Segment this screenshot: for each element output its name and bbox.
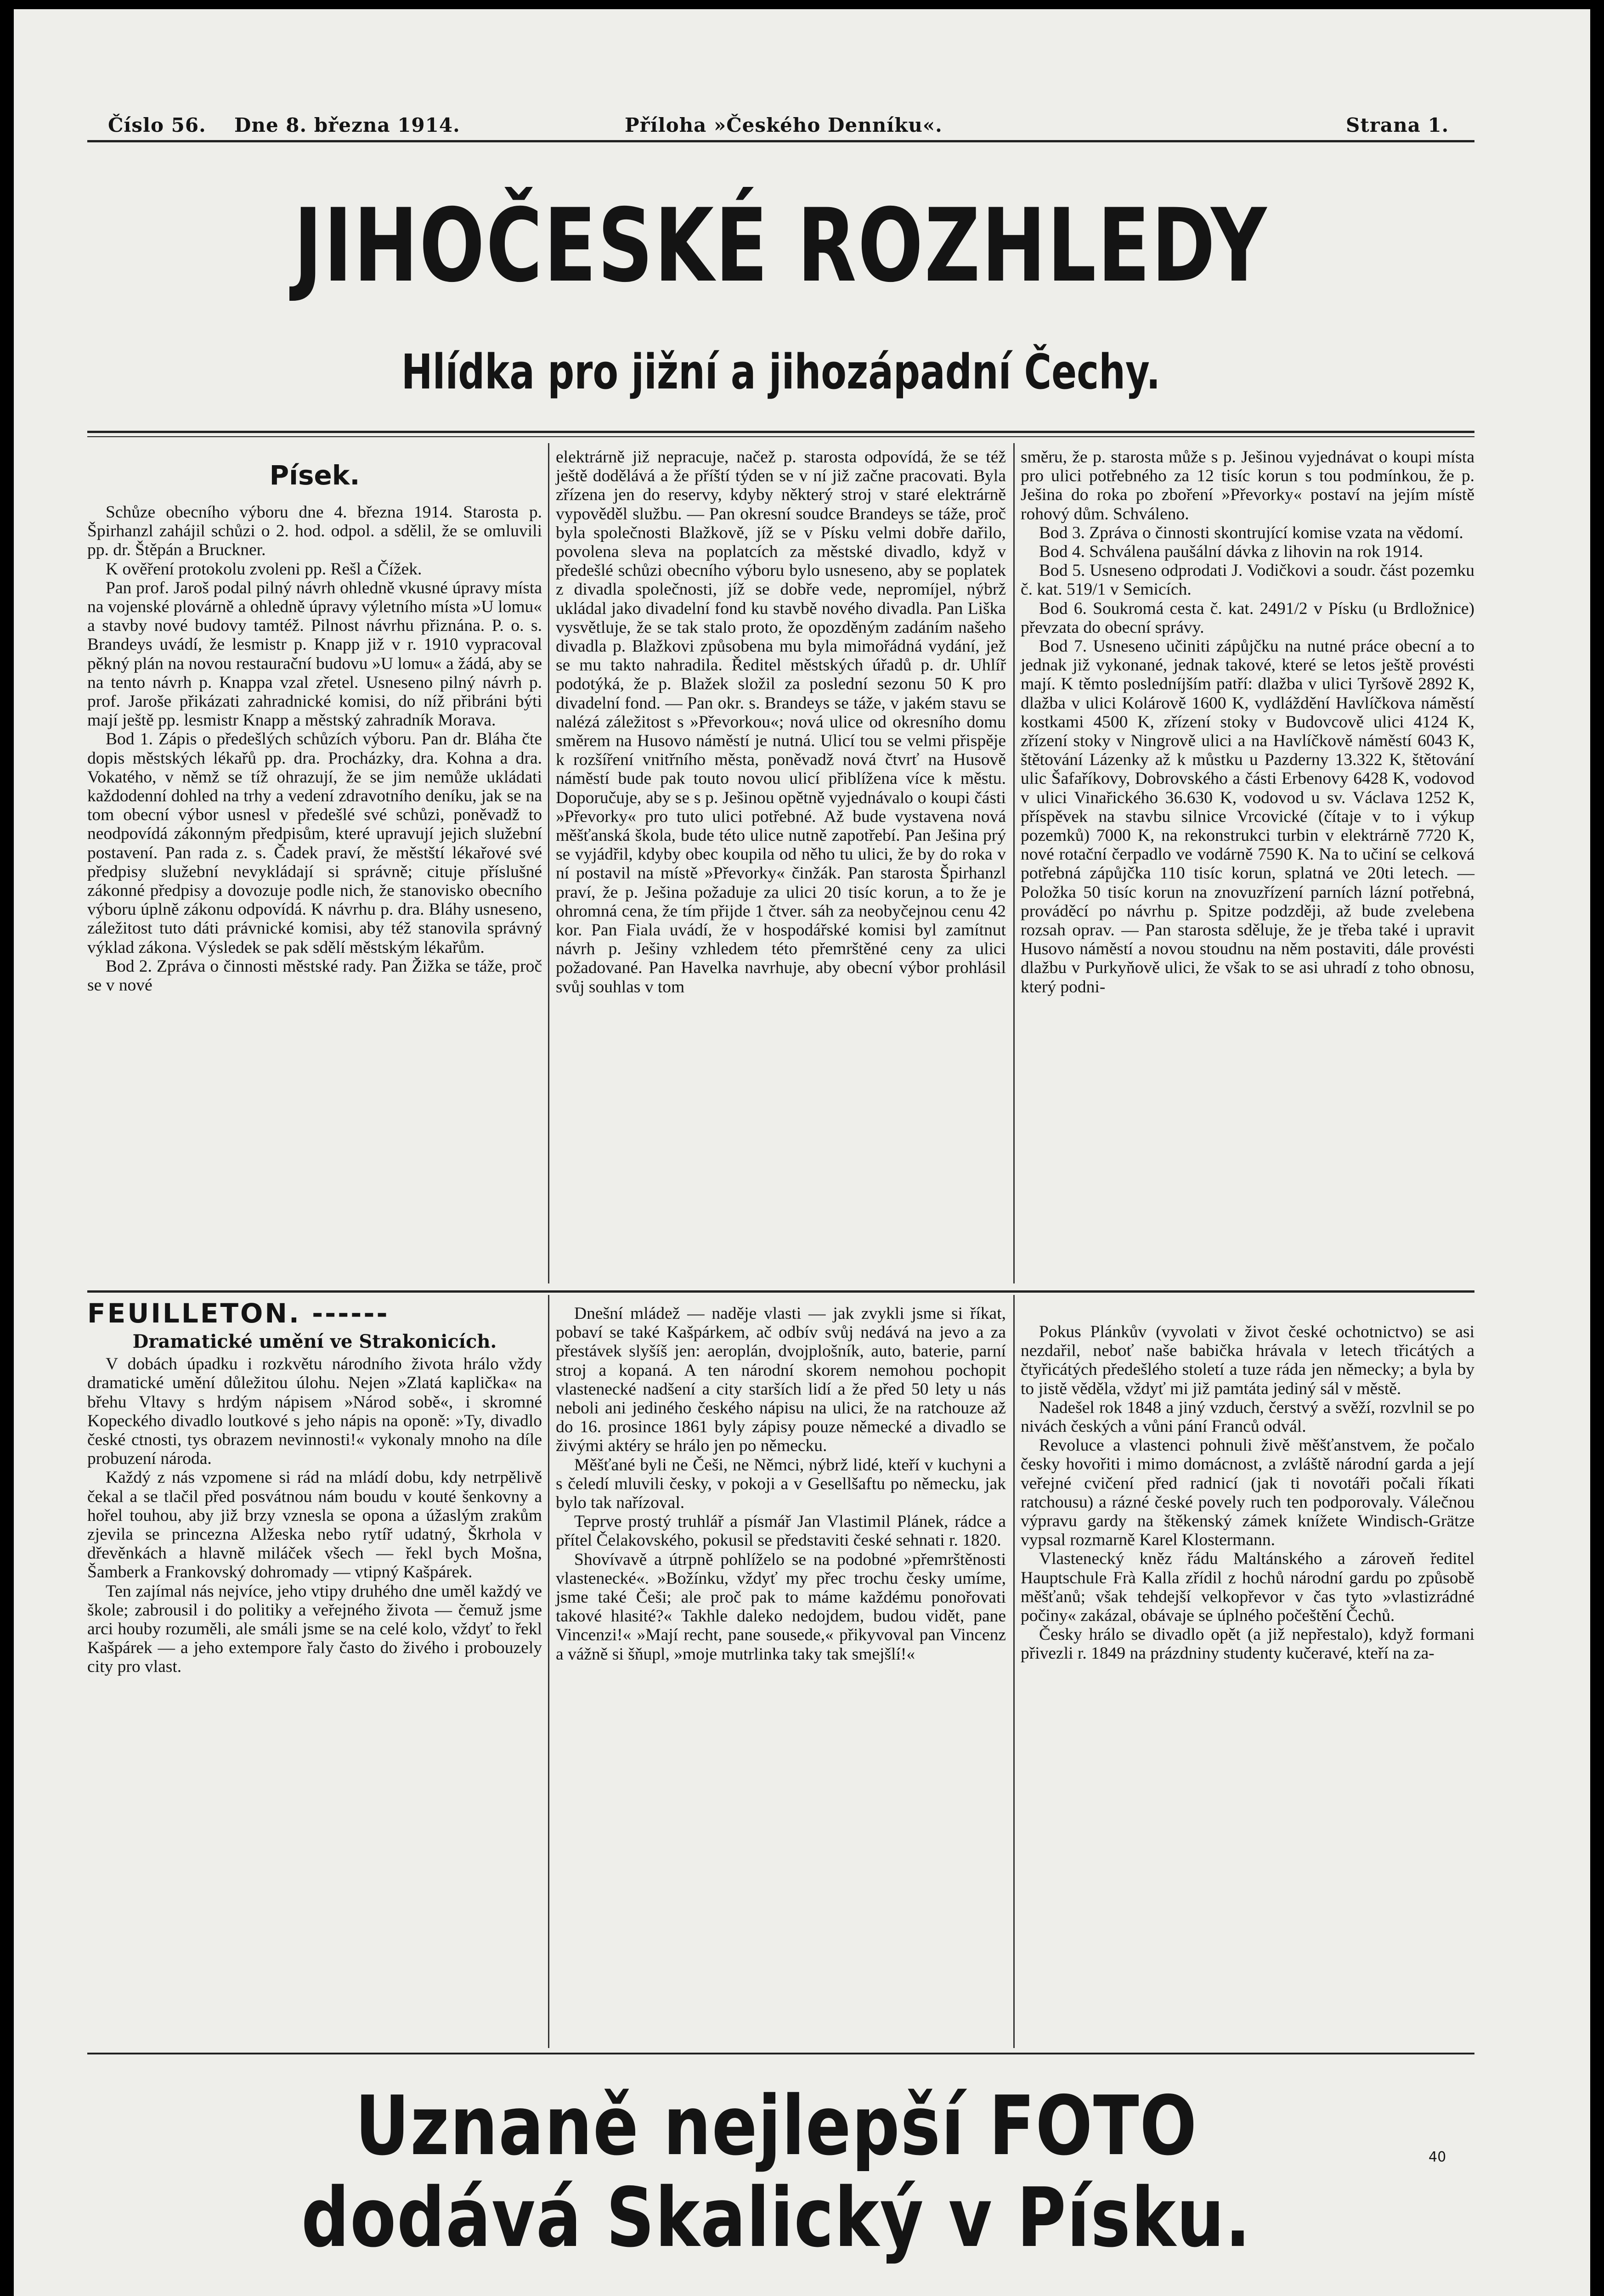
news-column-2 (556, 448, 1006, 996)
paragraph: V dobách úpadku i rozkvětu národního života hrálo vždy dramatické umění důležitou úlohu. Nejen »Zlatá kaplička« na břehu Vltavy s hrdým nápisem »Národ sobě«, i skromné Kopeckého divadlo loutkové s jeho nápis na oponě: »Ty, divadlo české ctnosti, tys obrazem nevinnosti!« vykonaly mnoho na díle probuzení národa. (87, 1355, 542, 1469)
paragraph: Schůze obecního výboru dne 4. března 1914. Starosta p. Špirhanzl zahájil schůzi o 2. hod. odpol. a sdělil, že se omluvili pp. dr. Štěpán a Bruckner. (87, 503, 542, 560)
paragraph: Pokus Plánkův (vyvolati v život české ochotnictvo) se asi nezdařil, neboť naše babička hrávala v letech třicátých a čtyřicátých předešlého století a tuze ráda jen německy; a byla by to jistě věděla, vždyť mi již pamtáta jediný sál v městě. (1021, 1322, 1474, 1398)
paragraph: elektrárně již nepracuje, načež p. starosta odpovídá, že se též ještě dodělává a že příští týden se v ní již začne pracovati. Byla zřízena jen do reservy, kdyby některý stroj v staré elektrárně vypověděl službu. — Pan okresní soudce Brandeys se táže, proč byla společnosti Blažkově, jíž se v Písku velmi dobře dařilo, povolena sleva na poplatcích za městské divadlo, když v předešlé schůzi obecního výboru bylo usneseno, aby se poplatek z divadla společnosti, jíž se dobře vede, nepromíjel, nýbrž ukládal jako divadelní fond ku stavbě nového divadla. Pan Liška vysvětluje, že se tak stalo proto, že opozděným zadáním našeho divadla p. Blažkovi způsobena mu byla mimořádná vydání, jež se mu takto nahradila. Ředitel městských úřadů p. dr. Uhlíř podotýká, že p. Blažek složil za poslední sezonu 50 K pro divadelní fond. — Pan okr. s. Brandeys se táže, v jakém stavu se nalézá záležitost s »Převorkou«; nová ulice od okresního domu směrem na Husovo náměstí je nutná. Ulicí tou se velmi přispěje k rozšíření vnitřního města, poněvadž nová čtvrť na Husově náměstí bude pak touto novou ulicí přiblížena více k městu. Doporučuje, aby se s p. Ješinou opětně vyjednávalo o koupi části »Převorky« pro tuto ulici potřebné. Až bude vystavena nová měšťanská škola, bude této ulice nutně zapotřebí. Pan Ješina prý se vyjádřil, kdyby obec koupila od něho tu ulici, že by do roka v ní postavil na místě »Převorky« činžák. Pan starosta Špirhanzl praví, že p. Ješina požaduje za ulici 20 tisíc korun, a to že je ohromná cena, že tím přijde 1 čtver. sáh za neobyčejnou cenu 42 kor. Pan Fiala uvádí, že v hospodářské komisi byl zamítnut návrh p. Ješiny vzhledem této přemrštěné ceny za ulici požadované. Pan Havelka navrhuje, aby obecní výbor prohlásil svůj souhlas v tom (556, 448, 1006, 996)
paragraph: Dnešní mládež — naděje vlasti — jak zvykli jsme si říkat, pobaví se také Kašpárkem, ač odbív svůj nedává na jevo a za přestávek slyšíš jen: aeroplán, dvojplošník, auto, baterie, parní stroj a kopaná. A ten národní skorem nemohou pochopit vlastenecké nadšení a city starších lidí a že před 50 lety u nás neboli ani jediného českého nápisu na ulici, že na ratchouze až do 16. prosince 1861 byly zápisy pouze německé a divadlo se živými aktéry se hrálo jen po německu. (556, 1304, 1006, 1456)
paragraph: Teprve prostý truhlář a písmář Jan Vlastimil Plánek, rádce a přítel Čelakovského, pokusil se představiti české sehnati r. 1820. (556, 1512, 1006, 1550)
paragraph: Bod 7. Usneseno učiniti zápůjčku na nutné práce obecní a to jednak již vykonané, jednak takové, které se letos ještě provésti mají. K těmto posledníjším patří: dlažba v ulici Tyršově 2892 K, dlažba v ulici Kolárově 1600 K, vydláždění Havlíčkova náměstí kostkami 4500 K, zřízení stoky v Budovcově ulici 4124 K, zřízení stoky v Ningrově ulici a na Havlíčkově náměstí 6043 K, štětování Lázenky až k můstku u Pazderny 13.322 K, štětování ulic Šafaříkovy, Dobrovského a části Erbenovy 6428 K, vodovod v ulici Vinařického 36.630 K, vodovod u sv. Václava 1252 K, příspěvek na stavbu silnice Vrcovické (čítaje v to i výkup pozemků) 7000 K, na rekonstrukci turbin v elektrárně 7720 K, nové rotační čerpadlo ve vodárně 7590 K. Na to učiní se celková potřebná zápůjčka 110 tisíc korun, splatná ve 20ti letech. — Položka 50 tisíc korun na znovuzřízení parních lázní potřebná, prováděcí po návrhu p. Spitze podzději, až bude zvelebena rozsah oprav. — Pan starosta sděluje, že je třeba také i upravit Husovo náměstí a novou stoudnu na něm postaviti, dále provésti dlažbu v Purkyňově ulici, že však to se asi uhradí z toho obnosu, který podni- (1021, 637, 1474, 996)
paragraph: Každý z nás vzpomene si rád na mládí dobu, kdy netrpělivě čekal a se tlačil před posvátnou nám boudu v kouté šenkovny a hořel touhou, aby již brzy vznesla se opona a úžaslým zrakům zjevila se princezna Alžeska nebo rytíř udatný, Škrhola v dřevěnkách a hlavně miláček všech — řekl bych Mošna, Šamberk a Frankovský dohromady — vtipný Kašpárek. (87, 1468, 542, 1582)
paragraph: Bod 1. Zápis o předešlých schůzích výboru. Pan dr. Bláha čte dopis městských lékařů pp. dra. Procházky, dra. Kohna a dra. Vokatého, v němž se tíž ohrazují, že se jim nemůže ukládati každodenní dohled na trhy a vedení zdravotního deníku, jak se na tom obecní výbor usnesl v předešlé své schůzi, poněvadž to neodpovídá zákonným předpisům, které upravují jejich služební postavení. Pan rada z. s. Čadek praví, že městští lékařové své předpisy služební nevykládají si správně; cituje příslušné zákonné předpisy a dovozuje podle nich, že stanovisko obecního výboru úplně zákonu odpovídá. K návrhu p. dra. Bláhy usneseno, záležitost tuto dáti právnické komisi, aby též stanovila správný výklad zákona. Výsledek se pak sdělí městským lékařům. (87, 730, 542, 957)
masthead-rule-thin (87, 436, 1474, 437)
paragraph: Shovívavě a útrpně pohlíželo se na podobné »přemrštěnosti vlastenecké«. »Božínku, vždyť my přec trochu česky umíme, jsme také Češi; ale proč pak to máme každému ponořovati takové hlasité?« Takhle daleko nedojdem, budou vidět, pane Vincenzi!« »Mají recht, pane sousede,« přikyvoval pan Vincenz a vážně si šňupl, »moje mutrlinka taky tak smejšlí!« (556, 1550, 1006, 1664)
paragraph: Vlastenecký kněz řádu Maltánského a zároveň ředitel Hauptschule Frà Kalla zřídil z hochů národní gardu po způsobě měšťanů; však tehdejší velkopřevor v čas tyto »vlastizrádné počiny« zakázal, obávaje se úplného počeštění Čechů. (1021, 1549, 1474, 1626)
feuilleton-column-1 (87, 1297, 542, 1677)
column-divider (548, 1295, 549, 2048)
newspaper-page (14, 9, 1590, 2296)
feuilleton-column-2 (556, 1304, 1006, 1664)
feuilleton-rule (87, 1290, 1474, 1293)
paragraph: K ověření protokolu zvoleni pp. Rešl a Čížek. (106, 559, 422, 579)
feuilleton-heading: Dramatické umění ve Strakonicích. (132, 1331, 497, 1352)
paragraph: Revoluce a vlastenci pohnuli živě měšťanstvem, že počalo česky hovořiti i mimo domácnost, a zvláště národní garda a její veřejné cvičení před radnicí (jak ti novotáři počali říkati ratchousu) a rázné české povely ruch ten podporovaly. Válečnou výpravu gardy na štěkenský zámek knížete Windisch-Grätze vypsal rozmarně Karel Klostermann. (1021, 1436, 1474, 1550)
masthead-rule (87, 431, 1474, 433)
paragraph: Pan prof. Jaroš podal pilný návrh ohledně vkusné úpravy místa na vojenské plovárně a ohledně úpravy výletního místa »U lomu« a stavby nové budovy tamtéž. Pilnost návrhu přiznána. P. o. s. Brandeys uvádí, že lesmistr p. Knapp již v r. 1910 vypracoval pěkný plán na novou restaurační budovu »U lomu« a žádá, aby se na tento návrh p. Knappa vzal zřetel. Usneseno pilný návrh p. prof. Jaroše přikázati zahradnické komisi, do níž přibráni býti mají ještě pp. lesmistr Knapp a městský zahradník Morava. (87, 578, 542, 730)
column-divider (1013, 1295, 1015, 2048)
paragraph: Měšťané byli ne Češi, ne Němci, nýbrž lidé, kteří v kuchyni a s čeledí mluvili česky, v pokoji a v Gesellšaftu po německu, jak bylo tak nařízoval. (556, 1455, 1006, 1513)
paragraph: Bod 3. Zpráva o činnosti skontrující komise vzata na vědomí. (1039, 523, 1463, 542)
paragraph: Bod 2. Zpráva o činnosti městské rady. Pan Žižka se táže, proč se v nové (87, 957, 542, 995)
masthead-title: JIHOČESKÉ ROZHLEDY (294, 187, 1268, 304)
issue-date: Dne 8. března 1914. (234, 114, 460, 136)
feuilleton-label: FEUILLETON. ------ (87, 1298, 390, 1329)
news-column-1 (87, 457, 542, 995)
masthead-subtitle: Hlídka pro jižní a jihozápadní Čechy. (401, 344, 1161, 400)
advert-rule (87, 2053, 1474, 2054)
paragraph: směru, že p. starosta může s p. Ješinou vyjednávat o koupi místa pro ulici potřebného za 12 tisíc korun s tou podmínkou, že p. Ješina do roka po zboření »Převorky« postaví na jejím místě rohový dům. Schváleno. (1021, 448, 1474, 523)
paragraph: Česky hrálo se divadlo opět (a již nepřestalo), když formani přivezli r. 1849 na prázdniny studenty kučeravé, kteří na za- (1021, 1625, 1474, 1663)
paragraph: Ten zajímal nás nejvíce, jeho vtipy druhého dne uměl každý ve škole; zabrousil i do politiky a veřejného života — čemuž jsme arci houby rozuměli, ale smáli jsme se na celé kolo, vždyť to řekl Kašpárek — a jeho extempore řaly často do živého i probouzely city pro vlast. (87, 1581, 542, 1677)
advertisement-banner: Uznaně nejlepší FOTO dodává Skalický v Písku. (301, 2078, 1252, 2265)
paragraph: Bod 4. Schválena paušální dávka z lihovin na rok 1914. (1039, 542, 1423, 562)
page-number: Strana 1. (1346, 114, 1449, 136)
section-heading: Písek. (269, 460, 360, 491)
column-divider (1013, 443, 1015, 1283)
supplement-label: Příloha »Českého Denníku«. (625, 114, 943, 136)
feuilleton-column-3 (1021, 1322, 1474, 1663)
header-rule (87, 140, 1474, 142)
issue-number: Číslo 56. (108, 114, 206, 136)
print-mark: 40 (1429, 2149, 1446, 2165)
news-column-3 (1021, 448, 1474, 996)
paragraph: Bod 5. Usneseno odprodati J. Vodičkovi a soudr. část pozemku č. kat. 519/1 v Semicích. (1021, 561, 1474, 599)
paragraph: Nadešel rok 1848 a jiný vzduch, čerstvý a svěží, rozvlnil se po nivách českých a vůni pání Franců odvál. (1021, 1398, 1474, 1436)
paragraph: Bod 6. Soukromá cesta č. kat. 2491/2 v Písku (u Brdložnice) převzata do obecní správy. (1021, 599, 1474, 637)
column-divider (548, 443, 549, 1283)
